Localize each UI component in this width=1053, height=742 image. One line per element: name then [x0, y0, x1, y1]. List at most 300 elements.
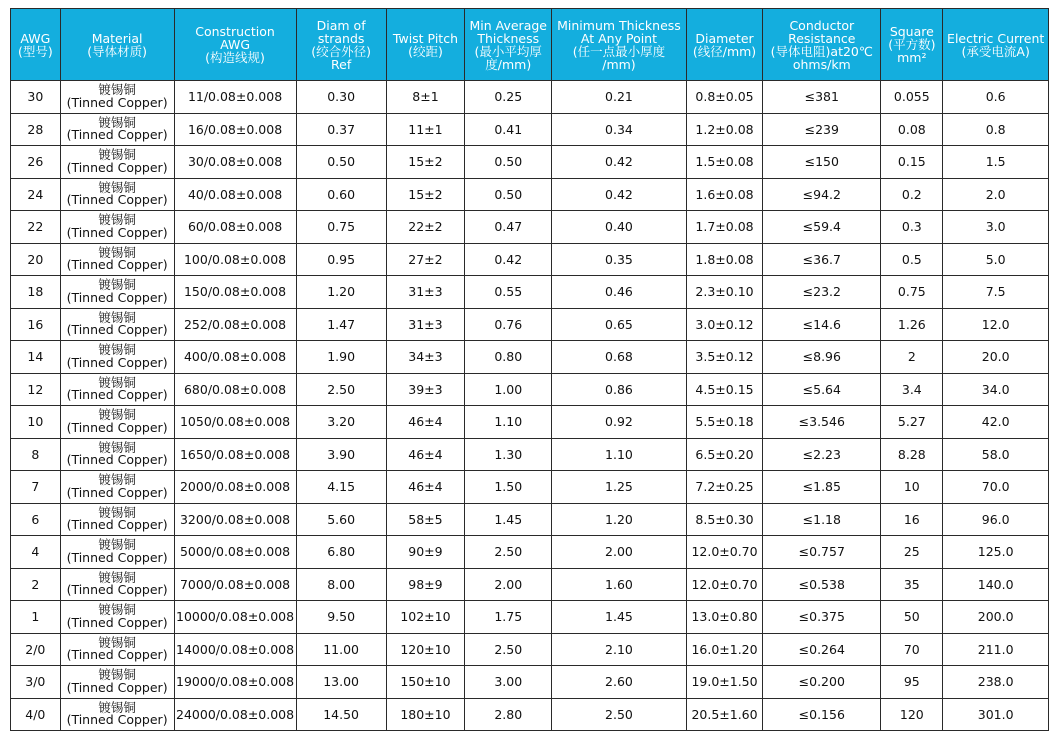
table-row	[11, 471, 1049, 504]
min-avg-thickness-cell: 0.50	[465, 178, 552, 211]
twist-pitch-cell: 34±3	[386, 341, 465, 374]
material-en: (Tinned Copper)	[66, 289, 168, 305]
material-en: (Tinned Copper)	[66, 452, 168, 468]
table-row	[11, 211, 1049, 244]
min-thickness-point-cell: 0.21	[552, 81, 687, 114]
table-row	[11, 113, 1049, 146]
header-construction	[174, 9, 296, 81]
material-cn: 镀锡铜	[98, 179, 136, 195]
material-cell	[60, 178, 174, 211]
min-thickness-point-cell: 0.40	[552, 211, 687, 244]
min-thickness-point-cell: 0.92	[552, 406, 687, 439]
construction-cell: 2000/0.08±0.008	[174, 471, 296, 504]
construction-cell: 400/0.08±0.008	[174, 341, 296, 374]
min-thickness-point-cell: 1.45	[552, 601, 687, 634]
awg-cell: 8	[11, 438, 61, 471]
table-header	[11, 9, 1049, 81]
header-square-line: (平方数)	[888, 37, 936, 52]
resistance-cell: ≤150	[763, 146, 881, 179]
table-row	[11, 146, 1049, 179]
material-cn: 镀锡铜	[98, 667, 136, 683]
resistance-cell: ≤1.85	[763, 471, 881, 504]
awg-cell: 18	[11, 276, 61, 309]
header-diam-strands-line: strands	[317, 30, 365, 46]
header-electric-current-line: Electric Current	[947, 30, 1045, 46]
twist-pitch-cell: 15±2	[386, 146, 465, 179]
awg-cell: 14	[11, 341, 61, 374]
table-row	[11, 503, 1049, 536]
material-cn: 镀锡铜	[98, 147, 136, 163]
header-diam-strands	[296, 9, 386, 81]
material-en: (Tinned Copper)	[66, 387, 168, 403]
current-cell: 34.0	[943, 373, 1049, 406]
material-en: (Tinned Copper)	[66, 484, 168, 500]
current-cell: 238.0	[943, 666, 1049, 699]
header-diameter-line: (线径/mm)	[692, 43, 757, 59]
header-square-line: mm²	[897, 50, 927, 65]
awg-cell: 30	[11, 81, 61, 114]
resistance-cell: ≤36.7	[763, 243, 881, 276]
square-cell: 50	[881, 601, 943, 634]
table-row	[11, 81, 1049, 114]
min-avg-thickness-cell: 1.45	[465, 503, 552, 536]
resistance-cell: ≤2.23	[763, 438, 881, 471]
spec-table-wrapper	[10, 8, 1049, 731]
awg-cell: 2	[11, 568, 61, 601]
awg-cell: 2/0	[11, 633, 61, 666]
diam-strands-cell: 0.95	[296, 243, 386, 276]
diam-strands-cell: 9.50	[296, 601, 386, 634]
square-cell: 0.2	[881, 178, 943, 211]
header-conductor-resistance	[763, 9, 881, 81]
awg-cell: 26	[11, 146, 61, 179]
material-cell	[60, 211, 174, 244]
diam-strands-cell: 0.60	[296, 178, 386, 211]
min-thickness-point-cell: 0.35	[552, 243, 687, 276]
construction-cell: 24000/0.08±0.008	[174, 698, 296, 731]
min-avg-thickness-cell: 0.55	[465, 276, 552, 309]
construction-cell: 19000/0.08±0.008	[174, 666, 296, 699]
table-row	[11, 536, 1049, 569]
material-cn: 镀锡铜	[98, 309, 136, 325]
diameter-cell: 2.3±0.10	[686, 276, 763, 309]
twist-pitch-cell: 46±4	[386, 438, 465, 471]
diam-strands-cell: 14.50	[296, 698, 386, 731]
min-avg-thickness-cell: 0.50	[465, 146, 552, 179]
header-conductor-resistance-line: (导体电阻)at20℃	[770, 43, 873, 59]
min-thickness-point-cell: 0.86	[552, 373, 687, 406]
resistance-cell: ≤0.375	[763, 601, 881, 634]
min-avg-thickness-cell: 0.41	[465, 113, 552, 146]
diameter-cell: 3.5±0.12	[686, 341, 763, 374]
material-cn: 镀锡铜	[98, 569, 136, 585]
material-cell	[60, 536, 174, 569]
diam-strands-cell: 11.00	[296, 633, 386, 666]
header-construction-line: Construction	[195, 24, 275, 39]
material-en: (Tinned Copper)	[66, 322, 168, 338]
square-cell: 95	[881, 666, 943, 699]
material-cell	[60, 81, 174, 114]
construction-cell: 40/0.08±0.008	[174, 178, 296, 211]
twist-pitch-cell: 90±9	[386, 536, 465, 569]
diameter-cell: 4.5±0.15	[686, 373, 763, 406]
material-en: (Tinned Copper)	[66, 94, 168, 110]
min-avg-thickness-cell: 3.00	[465, 666, 552, 699]
twist-pitch-cell: 22±2	[386, 211, 465, 244]
construction-cell: 252/0.08±0.008	[174, 308, 296, 341]
min-avg-thickness-cell: 1.10	[465, 406, 552, 439]
square-cell: 10	[881, 471, 943, 504]
header-awg-line: (型号)	[17, 43, 53, 59]
square-cell: 0.08	[881, 113, 943, 146]
square-cell: 3.4	[881, 373, 943, 406]
header-twist-pitch-line: Twist Pitch	[392, 30, 458, 46]
diameter-cell: 12.0±0.70	[686, 568, 763, 601]
construction-cell: 100/0.08±0.008	[174, 243, 296, 276]
current-cell: 7.5	[943, 276, 1049, 309]
material-cell	[60, 698, 174, 731]
diameter-cell: 7.2±0.25	[686, 471, 763, 504]
diam-strands-cell: 1.90	[296, 341, 386, 374]
table-row	[11, 178, 1049, 211]
resistance-cell: ≤1.18	[763, 503, 881, 536]
current-cell: 3.0	[943, 211, 1049, 244]
diameter-cell: 12.0±0.70	[686, 536, 763, 569]
awg-cell: 16	[11, 308, 61, 341]
current-cell: 58.0	[943, 438, 1049, 471]
min-avg-thickness-cell: 2.50	[465, 633, 552, 666]
min-thickness-point-cell: 2.10	[552, 633, 687, 666]
awg-cell: 10	[11, 406, 61, 439]
material-cn: 镀锡铜	[98, 439, 136, 455]
awg-cell: 4/0	[11, 698, 61, 731]
square-cell: 16	[881, 503, 943, 536]
twist-pitch-cell: 15±2	[386, 178, 465, 211]
material-cell	[60, 146, 174, 179]
material-en: (Tinned Copper)	[66, 679, 168, 695]
min-thickness-point-cell: 0.46	[552, 276, 687, 309]
header-min-thickness-point-line: Minimum Thickness	[557, 17, 681, 33]
twist-pitch-cell: 180±10	[386, 698, 465, 731]
material-cell	[60, 243, 174, 276]
material-en: (Tinned Copper)	[66, 419, 168, 435]
diam-strands-cell: 3.90	[296, 438, 386, 471]
min-thickness-point-cell: 0.65	[552, 308, 687, 341]
awg-cell: 20	[11, 243, 61, 276]
resistance-cell: ≤14.6	[763, 308, 881, 341]
awg-cell: 6	[11, 503, 61, 536]
awg-cell: 1	[11, 601, 61, 634]
construction-cell: 30/0.08±0.008	[174, 146, 296, 179]
material-cn: 镀锡铜	[98, 212, 136, 228]
diameter-cell: 1.5±0.08	[686, 146, 763, 179]
material-cn: 镀锡铜	[98, 602, 136, 618]
current-cell: 140.0	[943, 568, 1049, 601]
material-cell	[60, 276, 174, 309]
twist-pitch-cell: 31±3	[386, 276, 465, 309]
header-construction-line: AWG	[220, 37, 251, 52]
construction-cell: 150/0.08±0.008	[174, 276, 296, 309]
construction-cell: 60/0.08±0.008	[174, 211, 296, 244]
table-row	[11, 438, 1049, 471]
square-cell: 8.28	[881, 438, 943, 471]
header-min-avg-thickness	[465, 9, 552, 81]
twist-pitch-cell: 120±10	[386, 633, 465, 666]
header-construction-line: (构造线规)	[205, 50, 265, 65]
material-cell	[60, 438, 174, 471]
diameter-cell: 16.0±1.20	[686, 633, 763, 666]
min-thickness-point-cell: 2.00	[552, 536, 687, 569]
diameter-cell: 1.2±0.08	[686, 113, 763, 146]
min-avg-thickness-cell: 2.50	[465, 536, 552, 569]
current-cell: 70.0	[943, 471, 1049, 504]
material-en: (Tinned Copper)	[66, 192, 168, 208]
material-cell	[60, 666, 174, 699]
diam-strands-cell: 1.20	[296, 276, 386, 309]
twist-pitch-cell: 102±10	[386, 601, 465, 634]
square-cell: 70	[881, 633, 943, 666]
square-cell: 0.5	[881, 243, 943, 276]
resistance-cell: ≤381	[763, 81, 881, 114]
header-electric-current-line: (承受电流A)	[961, 43, 1030, 59]
awg-cell: 4	[11, 536, 61, 569]
diam-strands-cell: 8.00	[296, 568, 386, 601]
header-awg-line: AWG	[20, 30, 51, 46]
diam-strands-cell: 1.47	[296, 308, 386, 341]
diam-strands-cell: 6.80	[296, 536, 386, 569]
material-en: (Tinned Copper)	[66, 257, 168, 273]
twist-pitch-cell: 98±9	[386, 568, 465, 601]
diameter-cell: 8.5±0.30	[686, 503, 763, 536]
current-cell: 2.0	[943, 178, 1049, 211]
table-row	[11, 243, 1049, 276]
header-diam-strands-line: (绞合外径)	[311, 43, 371, 59]
header-min-avg-thickness-line: Thickness	[477, 30, 540, 46]
diam-strands-cell: 2.50	[296, 373, 386, 406]
material-en: (Tinned Copper)	[66, 517, 168, 533]
awg-cell: 7	[11, 471, 61, 504]
header-conductor-resistance-line: Resistance	[788, 30, 856, 46]
diam-strands-cell: 5.60	[296, 503, 386, 536]
construction-cell: 1650/0.08±0.008	[174, 438, 296, 471]
square-cell: 0.3	[881, 211, 943, 244]
material-cn: 镀锡铜	[98, 407, 136, 423]
material-cell	[60, 568, 174, 601]
resistance-cell: ≤23.2	[763, 276, 881, 309]
material-cell	[60, 406, 174, 439]
header-min-thickness-point-line: /mm)	[602, 56, 636, 72]
min-thickness-point-cell: 0.34	[552, 113, 687, 146]
current-cell: 5.0	[943, 243, 1049, 276]
table-row	[11, 666, 1049, 699]
resistance-cell: ≤0.156	[763, 698, 881, 731]
table-row	[11, 276, 1049, 309]
material-cell	[60, 471, 174, 504]
material-cell	[60, 373, 174, 406]
header-min-avg-thickness-line: Min Average	[469, 17, 547, 33]
diameter-cell: 3.0±0.12	[686, 308, 763, 341]
header-diam-strands-line: Ref	[331, 56, 352, 72]
diam-strands-cell: 3.20	[296, 406, 386, 439]
material-cn: 镀锡铜	[98, 374, 136, 390]
material-cn: 镀锡铜	[98, 244, 136, 260]
material-cn: 镀锡铜	[98, 504, 136, 520]
diameter-cell: 1.7±0.08	[686, 211, 763, 244]
awg-cell: 28	[11, 113, 61, 146]
min-avg-thickness-cell: 1.75	[465, 601, 552, 634]
table-row	[11, 633, 1049, 666]
header-diameter	[686, 9, 763, 81]
twist-pitch-cell: 27±2	[386, 243, 465, 276]
current-cell: 200.0	[943, 601, 1049, 634]
square-cell: 2	[881, 341, 943, 374]
square-cell: 0.75	[881, 276, 943, 309]
diameter-cell: 1.8±0.08	[686, 243, 763, 276]
material-en: (Tinned Copper)	[66, 159, 168, 175]
table-row	[11, 341, 1049, 374]
diam-strands-cell: 4.15	[296, 471, 386, 504]
awg-cell: 12	[11, 373, 61, 406]
square-cell: 25	[881, 536, 943, 569]
awg-cell: 22	[11, 211, 61, 244]
material-cn: 镀锡铜	[98, 472, 136, 488]
table-row	[11, 308, 1049, 341]
min-avg-thickness-cell: 1.00	[465, 373, 552, 406]
square-cell: 1.26	[881, 308, 943, 341]
material-cn: 镀锡铜	[98, 342, 136, 358]
resistance-cell: ≤239	[763, 113, 881, 146]
diam-strands-cell: 13.00	[296, 666, 386, 699]
square-cell: 35	[881, 568, 943, 601]
material-cell	[60, 113, 174, 146]
current-cell: 0.8	[943, 113, 1049, 146]
header-diam-strands-line: Diam of	[316, 17, 366, 33]
material-cn: 镀锡铜	[98, 699, 136, 715]
diam-strands-cell: 0.75	[296, 211, 386, 244]
material-en: (Tinned Copper)	[66, 127, 168, 143]
diameter-cell: 0.8±0.05	[686, 81, 763, 114]
header-min-thickness-point-line: (任一点最小厚度	[572, 43, 666, 59]
construction-cell: 14000/0.08±0.008	[174, 633, 296, 666]
min-thickness-point-cell: 1.25	[552, 471, 687, 504]
current-cell: 12.0	[943, 308, 1049, 341]
header-twist-pitch-line: (绞距)	[408, 43, 443, 59]
min-thickness-point-cell: 2.60	[552, 666, 687, 699]
square-cell: 120	[881, 698, 943, 731]
twist-pitch-cell: 46±4	[386, 406, 465, 439]
construction-cell: 1050/0.08±0.008	[174, 406, 296, 439]
table-row	[11, 373, 1049, 406]
resistance-cell: ≤8.96	[763, 341, 881, 374]
header-row	[11, 9, 1049, 81]
header-material-line: (导体材质)	[87, 43, 147, 59]
header-min-avg-thickness-line: 度/mm)	[485, 56, 532, 72]
header-diameter-line: Diameter	[695, 30, 754, 46]
material-cell	[60, 601, 174, 634]
diameter-cell: 20.5±1.60	[686, 698, 763, 731]
current-cell: 20.0	[943, 341, 1049, 374]
square-cell: 0.15	[881, 146, 943, 179]
min-avg-thickness-cell: 0.80	[465, 341, 552, 374]
header-electric-current	[943, 9, 1049, 81]
resistance-cell: ≤0.264	[763, 633, 881, 666]
diameter-cell: 1.6±0.08	[686, 178, 763, 211]
min-avg-thickness-cell: 1.50	[465, 471, 552, 504]
current-cell: 96.0	[943, 503, 1049, 536]
material-cell	[60, 503, 174, 536]
material-cn: 镀锡铜	[98, 634, 136, 650]
resistance-cell: ≤3.546	[763, 406, 881, 439]
resistance-cell: ≤0.757	[763, 536, 881, 569]
diameter-cell: 5.5±0.18	[686, 406, 763, 439]
material-cell	[60, 633, 174, 666]
min-avg-thickness-cell: 1.30	[465, 438, 552, 471]
twist-pitch-cell: 11±1	[386, 113, 465, 146]
min-avg-thickness-cell: 2.80	[465, 698, 552, 731]
material-cn: 镀锡铜	[98, 537, 136, 553]
material-cn: 镀锡铜	[98, 82, 136, 98]
current-cell: 125.0	[943, 536, 1049, 569]
min-thickness-point-cell: 1.20	[552, 503, 687, 536]
resistance-cell: ≤0.200	[763, 666, 881, 699]
header-min-avg-thickness-line: (最小平均厚	[474, 43, 542, 59]
min-thickness-point-cell: 1.10	[552, 438, 687, 471]
table-row	[11, 406, 1049, 439]
diameter-cell: 19.0±1.50	[686, 666, 763, 699]
material-en: (Tinned Copper)	[66, 549, 168, 565]
twist-pitch-cell: 39±3	[386, 373, 465, 406]
material-cell	[60, 341, 174, 374]
awg-cell: 24	[11, 178, 61, 211]
material-en: (Tinned Copper)	[66, 224, 168, 240]
header-awg	[11, 9, 61, 81]
material-cn: 镀锡铜	[98, 114, 136, 130]
header-material	[60, 9, 174, 81]
header-material-line: Material	[91, 30, 143, 46]
min-avg-thickness-cell: 0.47	[465, 211, 552, 244]
material-cn: 镀锡铜	[98, 277, 136, 293]
diameter-cell: 13.0±0.80	[686, 601, 763, 634]
min-avg-thickness-cell: 2.00	[465, 568, 552, 601]
current-cell: 211.0	[943, 633, 1049, 666]
header-conductor-resistance-line: Conductor	[789, 17, 855, 33]
resistance-cell: ≤0.538	[763, 568, 881, 601]
twist-pitch-cell: 150±10	[386, 666, 465, 699]
material-en: (Tinned Copper)	[66, 582, 168, 598]
min-thickness-point-cell: 1.60	[552, 568, 687, 601]
header-square-line: Square	[889, 24, 934, 39]
min-thickness-point-cell: 0.68	[552, 341, 687, 374]
min-thickness-point-cell: 2.50	[552, 698, 687, 731]
material-cell	[60, 308, 174, 341]
min-thickness-point-cell: 0.42	[552, 178, 687, 211]
current-cell: 301.0	[943, 698, 1049, 731]
min-avg-thickness-cell: 0.25	[465, 81, 552, 114]
min-thickness-point-cell: 0.42	[552, 146, 687, 179]
construction-cell: 11/0.08±0.008	[174, 81, 296, 114]
table-row	[11, 601, 1049, 634]
min-avg-thickness-cell: 0.42	[465, 243, 552, 276]
material-en: (Tinned Copper)	[66, 354, 168, 370]
diam-strands-cell: 0.37	[296, 113, 386, 146]
diam-strands-cell: 0.30	[296, 81, 386, 114]
square-cell: 0.055	[881, 81, 943, 114]
resistance-cell: ≤59.4	[763, 211, 881, 244]
header-square	[881, 9, 943, 81]
construction-cell: 3200/0.08±0.008	[174, 503, 296, 536]
construction-cell: 16/0.08±0.008	[174, 113, 296, 146]
square-cell: 5.27	[881, 406, 943, 439]
